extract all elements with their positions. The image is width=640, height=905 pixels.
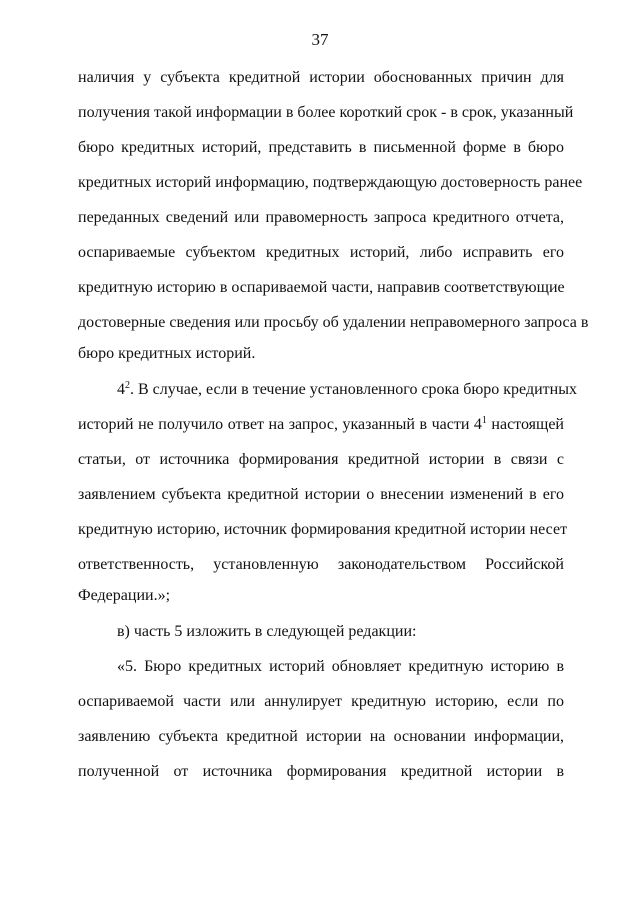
paragraph-line: переданных сведений или правомерность запроса кредитного отчета,	[78, 209, 564, 226]
line-text: историй не получило ответ на запрос, указанный в части 4	[78, 416, 482, 433]
amendment-instruction: в) часть 5 изложить в следующей редакции:	[117, 623, 417, 640]
item-superscript: 2	[125, 380, 130, 391]
paragraph-line: Федерации.»;	[78, 587, 171, 604]
part-reference-superscript: 1	[481, 415, 487, 426]
line-text: . В случае, если в течение установленного срока бюро кредитных	[130, 381, 577, 398]
paragraph-line: бюро кредитных историй, представить в письменной форме в бюро	[78, 139, 564, 156]
paragraph-line: полученной от источника формирования кредитной истории в	[78, 763, 564, 780]
paragraph-line: получения такой информации в более короткий срок - в срок, указанный	[78, 104, 574, 121]
paragraph-line: заявлению субъекта кредитной истории на основании информации,	[78, 728, 564, 745]
paragraph-line: кредитную историю в оспариваемой части, направив соответствующие	[78, 279, 565, 296]
page-number: 37	[311, 30, 329, 49]
paragraph-line: заявлением субъекта кредитной истории о внесении изменений в его	[78, 486, 564, 503]
paragraph-line: бюро кредитных историй.	[78, 345, 256, 362]
line-text: настоящей	[486, 416, 564, 433]
paragraph-line: оспариваемые субъектом кредитных историй, либо исправить его	[78, 244, 564, 261]
paragraph-line: «5. Бюро кредитных историй обновляет кредитную историю в	[117, 658, 564, 675]
paragraph-line: наличия у субъекта кредитной истории обоснованных причин для	[78, 69, 564, 86]
item-number: 4	[117, 381, 125, 398]
paragraph-line: кредитную историю, источник формирования кредитной истории несет	[78, 521, 568, 538]
paragraph-line	[78, 415, 564, 435]
paragraph-line: ответственность, установленную законодательством Российской	[78, 556, 564, 573]
paragraph-line: статьи, от источника формирования кредитной истории в связи с	[78, 451, 564, 468]
paragraph-line: достоверные сведения или просьбу об удалении неправомерного запроса в	[78, 314, 589, 331]
item-4-2-first-line	[117, 380, 577, 400]
paragraph-line: кредитных историй информацию, подтверждающую достоверность ранее	[78, 174, 583, 191]
paragraph-line: оспариваемой части или аннулирует кредитную историю, если по	[78, 693, 564, 710]
